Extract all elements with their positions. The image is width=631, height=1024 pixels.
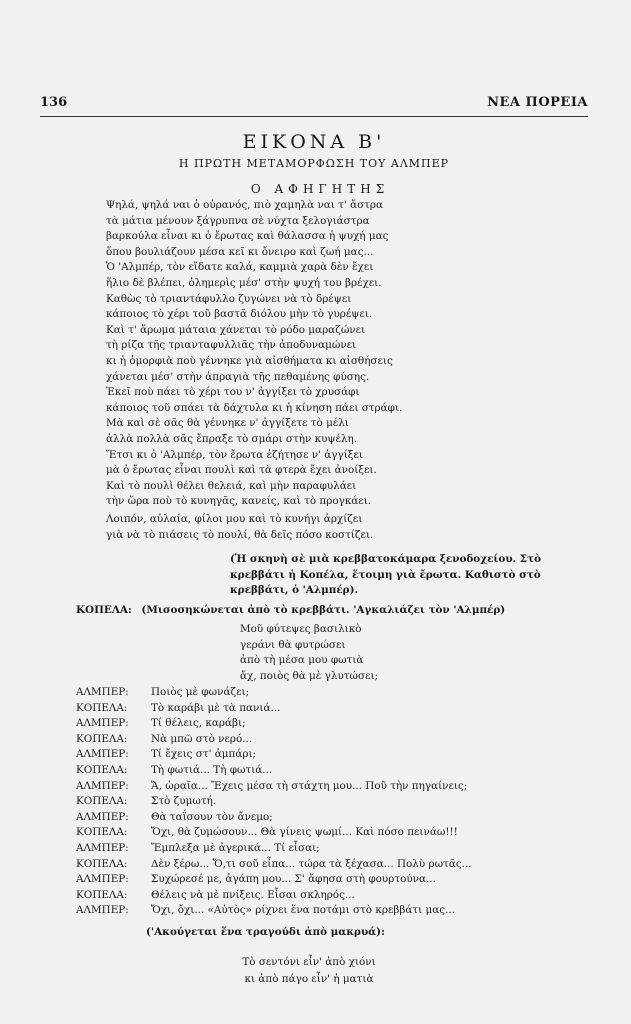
dialogue-line: Θέλεις νὰ μὲ πνίξεις. Εἶσαι σκληρός...: [151, 888, 355, 901]
verse-line: τὴ ρίζα τῆς τριανταφυλλιᾶς τὴν ἀποδυναμώνει: [106, 339, 357, 352]
speaker-name: ΚΟΠΕΛΑ:: [76, 763, 128, 776]
dialogue-row: [76, 810, 472, 826]
kopela-intro: [76, 603, 505, 619]
speaker-name: ΚΟΠΕΛΑ:: [76, 888, 128, 901]
speaker-name: ΚΟΠΕΛΑ:: [76, 701, 128, 714]
dialogue-row: [76, 763, 472, 779]
verse-line: Ψηλά, ψηλά ναι ὁ οὐρανός, πιὸ χαμηλὰ ναι τ' ἄστρα: [106, 199, 384, 211]
kopela-song: [240, 622, 378, 684]
dialogue-line: Θὰ ταΐσουν τὸν ἄνεμο;: [151, 810, 273, 823]
dialogue-line: Συχώρεσέ με, ἀγάπη μου... Σ' ἄφησα στὴ φουρτούνα...: [151, 873, 436, 886]
stage-direction-inline: (Μισοσηκώνεται ἀπὸ τὸ κρεββάτι. 'Αγκαλιάζει τὸν 'Αλμπέρ): [141, 604, 506, 616]
dialogue-line: Ἔμπλεξα μὲ ἀγερικά... Τί εἶσαι;: [151, 841, 320, 854]
verse-line: Ἐκεῖ ποὺ πάει τὸ χέρι του ν' ἀγγίξει τὸ χρυσάφι: [106, 386, 360, 399]
speaker-name: ΚΟΠΕΛΑ:: [76, 732, 128, 745]
speaker-name: ΑΛΜΠΕΡ:: [76, 904, 129, 917]
dialogue-line: Ἄ, ὡραῖα... Ἔχεις μέσα τὴ στάχτη μου... Ποῦ τὴν πηγαίνεις;: [151, 779, 468, 792]
dialogue-line: Τὴ φωτιά... Τὴ φωτιά...: [151, 763, 273, 776]
dialogue-row: [76, 732, 472, 748]
dialogue-line: Δὲν ξέρω... Ὅ,τι σοῦ εἶπα... τώρα τὰ ξέχασα... Πολὺ ρωτᾶς...: [151, 857, 472, 870]
dialogue-line: Τί ἔχεις στ' ἀμπάρι;: [151, 748, 257, 761]
verse-line: ὅπου βουλιάζουν μέσα κεῖ κι ὄνειρο καὶ ζωή μας...: [106, 245, 374, 258]
song-line: ἄχ, ποιὸς θὰ μὲ γλυτώσει;: [240, 669, 379, 682]
song-line: γεράνι θὰ φυτρώσει: [240, 638, 346, 651]
dialogue-row: [76, 747, 472, 763]
verse-line: βαρκούλα εἶναι κι ὁ ἔρωτας καὶ θάλασσα ἡ ψυχή μας: [106, 230, 389, 243]
closing-song: [229, 954, 389, 988]
dialogue-row: [76, 716, 472, 732]
verse-line: ἥλιο δὲ βλέπει, ὁλημερὶς μέσ' στὴν ψυχή του βρέχει.: [106, 276, 382, 289]
verse-line: μὰ ὁ ἔρωτας εἶναι πουλὶ καὶ τὰ φτερὰ ἔχει ἀνοίξει.: [106, 464, 377, 477]
verse-line: Ὁ 'Αλμπέρ, τὸν εἴδατε καλά, καμμιὰ χαρὰ δὲν ἔχει: [106, 261, 374, 274]
dialogue-line: Ὄχι, θὰ ζυμώσουν... Θὰ γίνεις ψωμί... Καὶ πόσο πεινάω!!!: [151, 826, 458, 839]
song-line: ἀπὸ τὴ μέσα μου φωτιὰ: [240, 654, 364, 667]
verse-line: Ἔτσι κι ὁ 'Αλμπέρ, τὸν ἔρωτα ἐζήτησε ν' ἀγγίξει: [106, 448, 363, 461]
page-number: 136: [40, 95, 68, 110]
speaker-name: ΑΛΜΠΕΡ:: [76, 810, 129, 823]
verse-line: γιὰ νὰ τὸ πιάσεις τὸ πουλί, θὰ δεῖς πόσο κοστίζει.: [106, 528, 374, 541]
dialogue-row: [76, 857, 472, 873]
dialogue-line: Ποιὸς μὲ φωνάζει;: [151, 686, 250, 698]
verse-line: Καθὼς τὸ τριαντάφυλλο ζυγώνει νὰ τὸ δρέψει: [106, 292, 352, 305]
speaker-name: ΑΛΜΠΕΡ:: [76, 748, 129, 761]
dialogue-line: Ὄχι, ὄχι... «Αὐτὸς» ρίχνει ἕνα ποτάμι στὸ κρεββάτι μας...: [151, 904, 455, 917]
verse-line: κάποιος τοῦ σπάει τὰ δάχτυλα κι ἡ κίνηση πάει στράφι.: [106, 401, 403, 414]
verse-line: ἀλλὰ πολλὰ σᾶς ἔπραξε τὸ σμάρι στὴν κυψέλη.: [106, 432, 358, 445]
dialogue-row: [76, 825, 472, 841]
stage-direction: ('Ακούγεται ἕνα τραγούδι ἀπὸ μακρυά):: [146, 926, 385, 938]
verse-line: κάποιος τὸ χέρι τοῦ βαστᾶ διόλου μὴν τὸ γυρέψει.: [106, 308, 373, 321]
scene-title: ΕΙΚΟΝΑ Β': [242, 131, 386, 153]
verse-line: Καὶ τ' ἄρωμα μάταια χάνεται τὸ ρόδο μαραζώνει: [106, 323, 366, 336]
dialogue-row: [76, 685, 472, 701]
verse-line: Μὰ καὶ σὲ σᾶς θὰ γέννηκε ν' ἀγγίξετε τὸ μέλι: [106, 417, 349, 430]
dialogue-line: Νὰ μπῶ στὸ νερό...: [151, 732, 253, 745]
dialogue-row: [76, 794, 472, 810]
narrator-verse: [106, 198, 402, 510]
dialogue-row: [76, 888, 472, 904]
verse-line: κι ἡ ὀμορφιὰ ποὺ γέννηκε γιὰ αἰσθήματα κι αἰσθήσεις: [106, 354, 393, 367]
verse-line: τὰ μάτια μένουν ξάγρυπνα σὲ νύχτα ξελογιάστρα: [106, 214, 370, 227]
narrator-verse-closing: [106, 512, 373, 543]
speaker-name: ΚΟΠΕΛΑ:: [76, 795, 128, 808]
song-line: Τὸ σεντόνι εἶν' ἀπὸ χιόνι: [242, 956, 376, 968]
running-header: ΝΕΑ ΠΟΡΕΙΑ: [487, 95, 588, 110]
dialogue-row: [76, 903, 472, 919]
song-line: κι ἀπὸ πάγο εἶν' ἡ ματιὰ: [244, 973, 374, 985]
song-line: Μοῦ φύτεψες βασιλικὸ: [240, 623, 362, 635]
speaker-name: ΑΛΜΠΕΡ:: [76, 717, 129, 730]
verse-line: Λοιπόν, αὐλαία, φίλοι μου καὶ τὸ κυνήγι ἀρχίζει: [106, 513, 363, 525]
dialogue-row: [76, 701, 472, 717]
speaker-name: ΚΟΠΕΛΑ:: [76, 604, 132, 616]
speaker-name: ΑΛΜΠΕΡ:: [76, 686, 129, 698]
speaker-name: ΑΛΜΠΕΡ:: [76, 873, 129, 886]
header-rule: [40, 116, 588, 117]
dialogue-line: Τὸ καράβι μὲ τὰ πανιά...: [151, 701, 281, 714]
speaker-name: ΚΟΠΕΛΑ:: [76, 857, 128, 870]
dialogue-row: [76, 841, 472, 857]
dialogue: [76, 685, 472, 919]
speaker-name: ΑΛΜΠΕΡ:: [76, 841, 129, 854]
speaker-name: ΚΟΠΕΛΑ:: [76, 826, 128, 839]
dialogue-row: [76, 872, 472, 888]
dialogue-row: [76, 779, 472, 795]
speaker-name: ΑΛΜΠΕΡ:: [76, 779, 129, 792]
scene-subtitle: Η ΠΡΩΤΗ ΜΕΤΑΜΟΡΦΩΣΗ ΤΟΥ ΑΛΜΠΕΡ: [178, 157, 450, 170]
stage-direction: (Ἡ σκηνὴ σὲ μιὰ κρεββατοκάμαρα ξενοδοχείου. Στὸ κρεββάτι ἡ Κοπέλα, ἕτοιμη γιὰ ἔρωτα. Καθιστὸ στὸ κρεββάτι, ὁ 'Αλμπέρ).: [230, 553, 542, 597]
verse-line: τὴν ὥρα ποὺ τὸ κυνηγᾶς, κανείς, καὶ τὸ προγκάει.: [106, 495, 372, 508]
dialogue-line: Τί θέλεις, καράβι;: [151, 717, 246, 730]
verse-line: Καὶ τὸ πουλὶ θέλει θελειά, καὶ μὴν παραφυλάει: [106, 479, 357, 492]
dialogue-line: Στὸ ζυμωτή.: [151, 795, 217, 808]
verse-line: χάνεται μέσ' στὴν ἀπραγιὰ τῆς πεθαμένης φύσης.: [106, 370, 370, 383]
narrator-heading: Ο ΑΦΗΓΗΤΗΣ: [250, 182, 390, 196]
